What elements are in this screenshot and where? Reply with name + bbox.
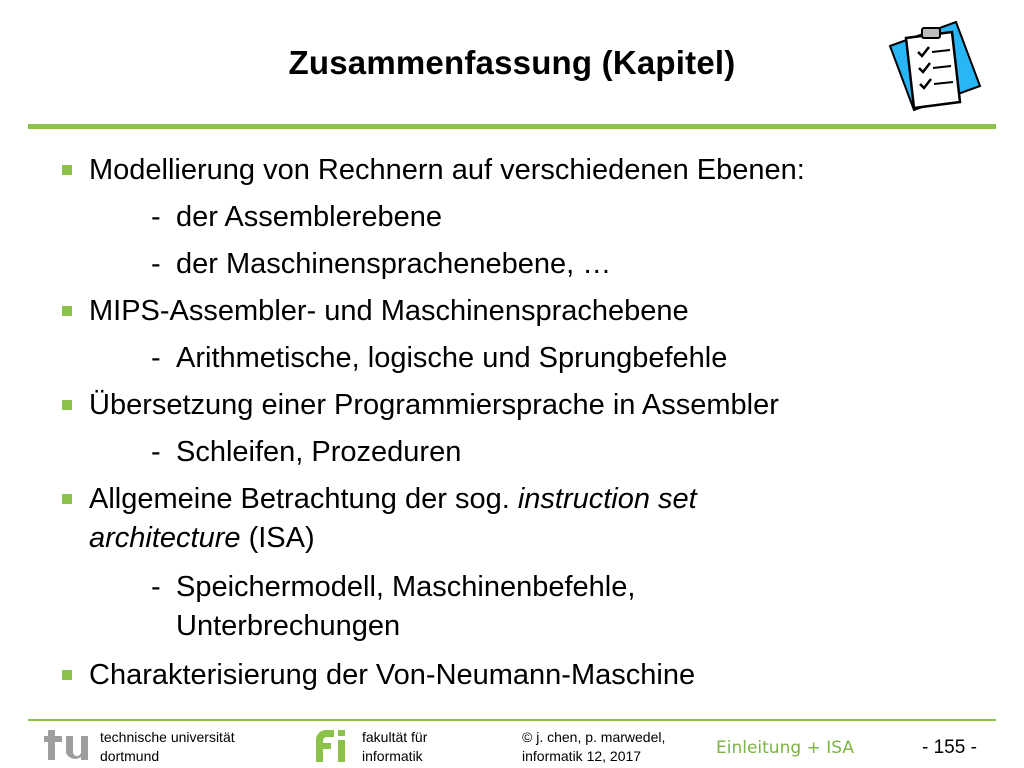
bullet-text-part: (ISA) (240, 522, 315, 554)
bullet-text: Übersetzung einer Programmiersprache in Assembler (89, 389, 779, 421)
bullet-marker (62, 306, 72, 316)
bullet-text: MIPS-Assembler- und Maschinensprachebene (89, 295, 689, 327)
tu-name-line1: technische universität (100, 729, 235, 745)
bullet-marker (62, 494, 72, 504)
page-number: - 155 - (922, 737, 977, 758)
dash-marker: - (151, 571, 161, 603)
section-label: Einleitung + ISA (716, 738, 854, 758)
bullet-marker (62, 400, 72, 410)
sub-item-text: Speichermodell, Maschinenbefehle, (176, 571, 636, 603)
faculty-name-line2: informatik (362, 748, 423, 764)
bullet-text-italic: architecture (89, 522, 241, 554)
sub-item-text: der Maschinensprachenebene, … (176, 248, 612, 280)
sub-item-text-continuation: Unterbrechungen (176, 610, 401, 642)
slide-title: Zusammenfassung (Kapitel) (288, 44, 736, 81)
fi-logo-icon (310, 728, 350, 762)
bullet-text-italic: instruction set (517, 483, 697, 515)
sub-item-text: der Assemblerebene (176, 201, 442, 233)
dash-marker: - (151, 201, 161, 233)
bullet-text-continuation (89, 521, 315, 555)
bullet-text (89, 482, 697, 516)
bullet-marker (62, 670, 72, 680)
copyright-line1: © j. chen, p. marwedel, (522, 729, 666, 745)
footer-divider (28, 719, 996, 721)
bullet-marker (62, 165, 72, 175)
bullet-text: Charakterisierung der Von-Neumann-Maschine (89, 659, 696, 691)
dash-marker: - (151, 342, 161, 374)
dash-marker: - (151, 248, 161, 280)
tu-logo-icon (44, 728, 90, 762)
faculty-name-line1: fakultät für (362, 729, 428, 745)
sub-item-text: Schleifen, Prozeduren (176, 436, 462, 468)
title-divider (28, 124, 996, 129)
sub-item-text: Arithmetische, logische und Sprungbefehle (176, 342, 728, 374)
dash-marker: - (151, 436, 161, 468)
clipboard-checklist-icon (884, 16, 984, 112)
copyright-line2: informatik 12, 2017 (522, 748, 642, 764)
tu-name-line2: dortmund (100, 748, 160, 764)
bullet-text-part: Allgemeine Betrachtung der sog. (89, 483, 518, 515)
bullet-text: Modellierung von Rechnern auf verschiedenen Ebenen: (89, 154, 805, 186)
